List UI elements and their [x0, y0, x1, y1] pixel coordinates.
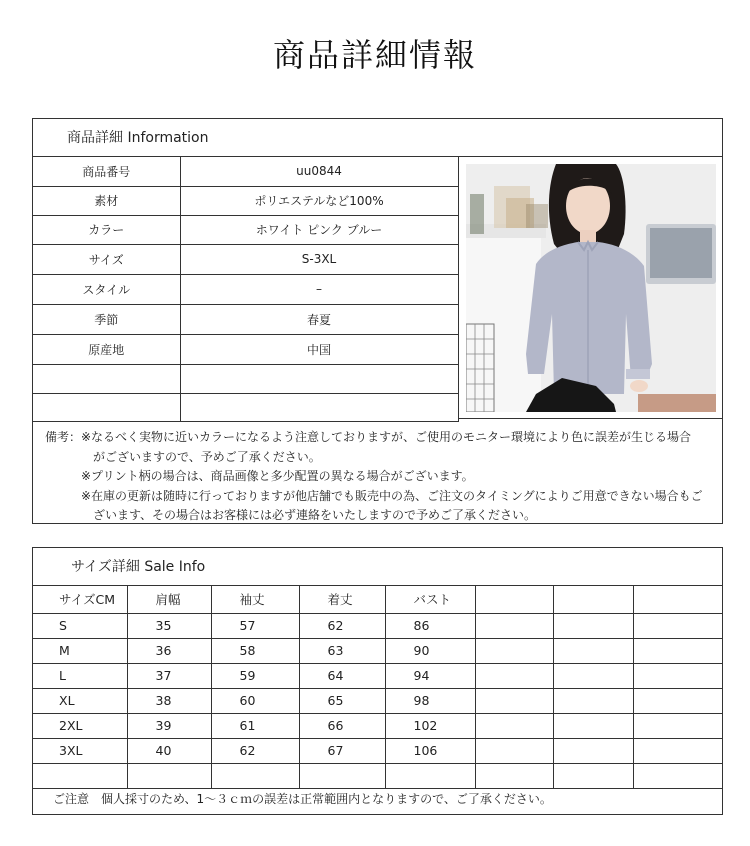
info-row: [33, 334, 458, 364]
size-cell: 59: [211, 663, 299, 688]
info-value: ポリエステルなど100%: [180, 186, 458, 215]
size-column-header: 袖丈: [211, 586, 299, 613]
size-cell: S: [33, 613, 127, 638]
product-info-section: [32, 118, 723, 524]
info-row: [33, 393, 458, 421]
page-title: 商品詳細情報: [272, 36, 477, 74]
size-footnote: ご注意 個人採寸のため、1～３ｃｍの誤差は正常範囲内となりますので、ご了承ください。: [53, 792, 552, 806]
info-row: [33, 244, 458, 274]
size-cell: 61: [211, 713, 299, 738]
size-cell: 40: [127, 738, 211, 763]
info-value: S-3XL: [180, 244, 458, 274]
size-column-header: [633, 586, 722, 613]
size-cell: [475, 738, 553, 763]
size-cell: [633, 738, 722, 763]
size-cell: [633, 613, 722, 638]
info-value: 中国: [180, 334, 458, 364]
size-cell: 63: [299, 638, 385, 663]
info-row: [33, 274, 458, 304]
notes-label: 備考：: [45, 430, 82, 444]
size-cell: [553, 738, 633, 763]
notes-line-1: ※なるべく実物に近いカラーになるよう注意しておりますが、ご使用のモニター環境により色に誤差が生じる場合: [81, 430, 692, 444]
size-cell: 98: [385, 688, 475, 713]
info-row: [33, 186, 458, 215]
product-info-table: [33, 157, 459, 422]
info-label: カラー: [33, 215, 180, 244]
info-label: 原産地: [33, 334, 180, 364]
size-column-header: 着丈: [299, 586, 385, 613]
size-cell: [633, 638, 722, 663]
size-cell: 67: [299, 738, 385, 763]
size-cell: [475, 713, 553, 738]
size-cell: 94: [385, 663, 475, 688]
info-label: 商品番号: [33, 157, 180, 186]
size-cell: [553, 688, 633, 713]
size-column-header: 肩幅: [127, 586, 211, 613]
size-cell: [553, 663, 633, 688]
size-table: [33, 586, 722, 789]
size-table-row: [33, 688, 722, 713]
size-column-header: サイズCM: [33, 586, 127, 613]
size-cell: [553, 638, 633, 663]
info-value: ホワイト ピンク ブルー: [180, 215, 458, 244]
info-row: [33, 364, 458, 393]
product-photo: [466, 164, 716, 412]
info-row: [33, 157, 458, 186]
size-table-header-row: [33, 586, 722, 613]
notes-line-3b: ざいます、その場合はお客様には必ず連絡をいたしますので予めご了承ください。: [93, 508, 537, 522]
info-label: 季節: [33, 304, 180, 334]
size-cell: 66: [299, 713, 385, 738]
info-value: –: [180, 274, 458, 304]
size-cell: 3XL: [33, 738, 127, 763]
size-cell: 86: [385, 613, 475, 638]
size-column-header: バスト: [385, 586, 475, 613]
info-value: [180, 364, 458, 393]
size-cell: 58: [211, 638, 299, 663]
info-label: [33, 364, 180, 393]
size-cell: 102: [385, 713, 475, 738]
size-cell: 39: [127, 713, 211, 738]
product-info-header: 商品詳細 Information: [33, 119, 722, 157]
size-cell: [475, 688, 553, 713]
size-cell: [633, 713, 722, 738]
size-column-header: [475, 586, 553, 613]
size-cell: 106: [385, 738, 475, 763]
info-value: [180, 393, 458, 421]
info-row: [33, 304, 458, 334]
size-cell: [553, 613, 633, 638]
size-table-row: [33, 638, 722, 663]
size-cell: 64: [299, 663, 385, 688]
size-cell: 90: [385, 638, 475, 663]
size-cell: 36: [127, 638, 211, 663]
size-cell: [553, 713, 633, 738]
size-cell: 57: [211, 613, 299, 638]
product-photo-cell: [458, 157, 722, 419]
size-cell: [633, 688, 722, 713]
size-cell: L: [33, 663, 127, 688]
info-row: [33, 215, 458, 244]
size-cell: 37: [127, 663, 211, 688]
info-label: 素材: [33, 186, 180, 215]
size-cell: XL: [33, 688, 127, 713]
info-label: サイズ: [33, 244, 180, 274]
size-cell: [633, 663, 722, 688]
product-notes: [33, 419, 722, 523]
notes-line-2: ※プリント柄の場合は、商品画像と多少配置の異なる場合がございます。: [81, 469, 474, 483]
size-info-section: [32, 547, 723, 815]
size-cell: 60: [211, 688, 299, 713]
size-cell: 62: [211, 738, 299, 763]
info-value: 春夏: [180, 304, 458, 334]
model-illustration: [466, 164, 716, 412]
size-table-row: [33, 738, 722, 763]
info-value: uu0844: [180, 157, 458, 186]
info-label: スタイル: [33, 274, 180, 304]
size-cell: [475, 663, 553, 688]
size-cell: [475, 613, 553, 638]
size-cell: 35: [127, 613, 211, 638]
size-table-row: [33, 613, 722, 638]
size-table-row: [33, 713, 722, 738]
size-column-header: [553, 586, 633, 613]
info-label: [33, 393, 180, 421]
notes-line-3: ※在庫の更新は随時に行っておりますが他店舗でも販売中の為、ご注文のタイミングによりご用意できない場合もご: [81, 488, 703, 503]
size-cell: 38: [127, 688, 211, 713]
size-table-row: [33, 663, 722, 688]
size-cell: 65: [299, 688, 385, 713]
size-cell: 62: [299, 613, 385, 638]
size-info-header: サイズ詳細 Sale Info: [33, 548, 722, 586]
notes-line-1b: がございますので、予めご了承ください。: [93, 449, 321, 464]
size-cell: M: [33, 638, 127, 663]
size-cell: 2XL: [33, 713, 127, 738]
size-cell: [475, 638, 553, 663]
